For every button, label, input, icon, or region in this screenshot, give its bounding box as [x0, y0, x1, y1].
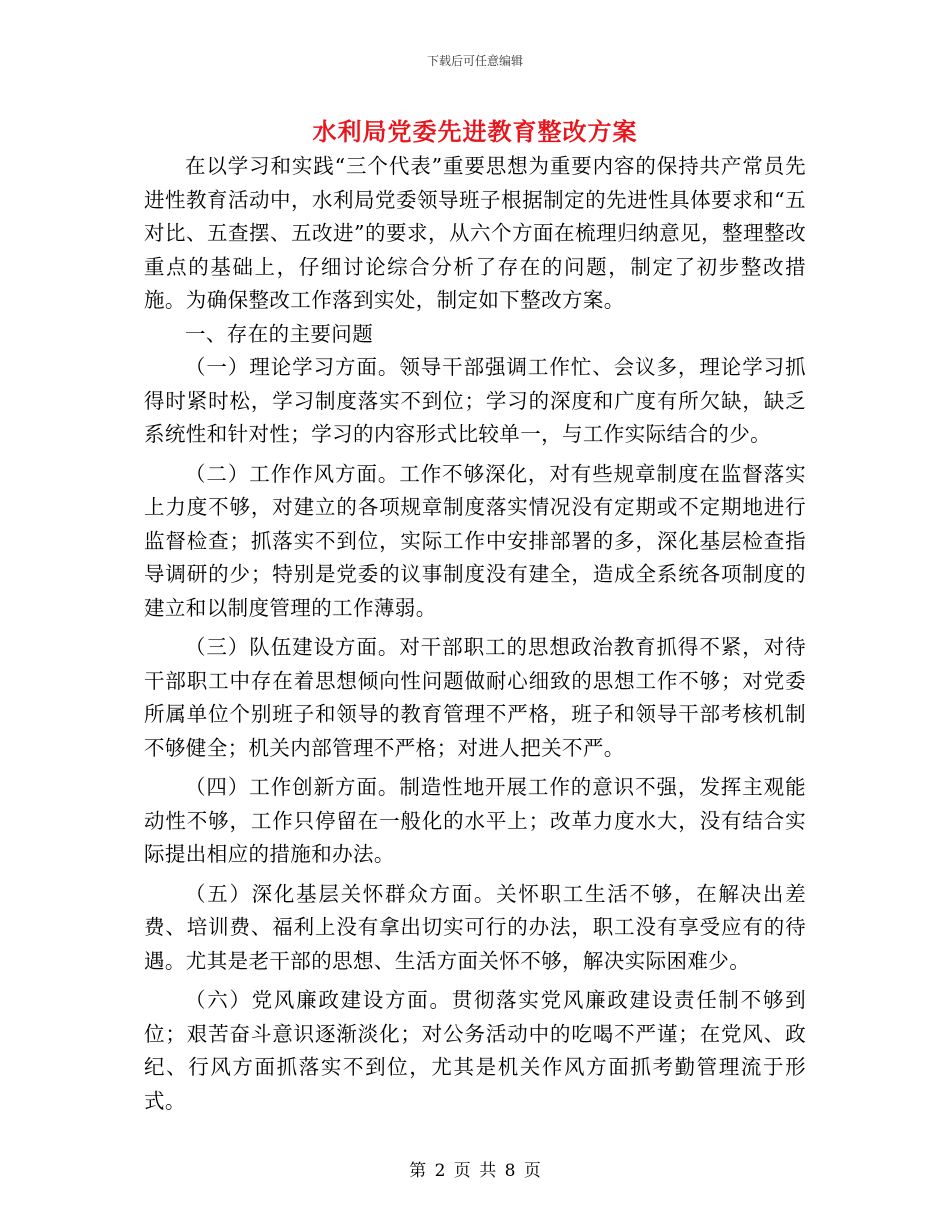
document-title: 水利局党委先进教育整改方案 — [312, 117, 638, 146]
page-footer: 第 2 页 共 8 页 — [409, 1161, 541, 1181]
paragraph-grassroots-care: （五）深化基层关怀群众方面。关怀职工生活不够，在解决出差费、培训费、福利上没有拿出切实可行的办法，职工没有享受应有的待遇。尤其是老干部的思想、生活方面关怀不够，解决实际困难少。 — [144, 881, 806, 973]
header-note: 下载后可任意编辑 — [426, 54, 523, 68]
paragraph-theory-study: （一）理论学习方面。领导干部强调工作忙、会议多，理论学习抓得时紧时松，学习制度落实不到位；学习的深度和广度有所欠缺，缺乏系统性和针对性；学习的内容形式比较单一，与工作实际结合的少。 — [144, 355, 806, 446]
intro-paragraph: 在以学习和实践“三个代表”重要思想为重要内容的保持共产常员先进性教育活动中，水利局党委领导班子根据制定的先进性具体要求和“五对比、五查摆、五改进”的要求，从六个方面在梳理归纳意见，整理整改重点的基础上，仔细讨论综合分析了存在的问题，制定了初步整改措施。为确保整改工作落到实处，制定如下整改方案。 — [144, 154, 806, 312]
paragraph-team-building: （三）队伍建设方面。对干部职工的思想政治教育抓得不紧，对待干部职工中存在着思想倾向性问题做耐心细致的思想工作不够；对党委所属单位个别班子和领导的教育管理不严格，班子和领导干部考核机制不够健全；机关内部管理不严格；对进人把关不严。 — [144, 635, 806, 760]
section-heading: 一、存在的主要问题 — [185, 321, 374, 346]
paragraph-integrity: （六）党风廉政建设方面。贯彻落实党风廉政建设责任制不够到位；艰苦奋斗意识逐渐淡化；对公务活动中的吃喝不严谨；在党风、政纪、行风方面抓落实不到位，尤其是机关作风方面抓考勤管理流于形式。 — [144, 988, 806, 1113]
paragraph-work-style: （二）工作作风方面。工作不够深化，对有些规章制度在监督落实上力度不够，对建立的各项规章制度落实情况没有定期或不定期地进行监督检查；抓落实不到位，实际工作中安排部署的多，深化基层检查指导调研的少；特别是党委的议事制度没有建全，造成全系统各项制度的建立和以制度管理的工作薄弱。 — [144, 461, 806, 620]
paragraph-innovation: （四）工作创新方面。制造性地开展工作的意识不强，发挥主观能动性不够，工作只停留在一般化的水平上；改革力度水大，没有结合实际提出相应的措施和办法。 — [144, 775, 806, 866]
document-body — [144, 150, 806, 1118]
